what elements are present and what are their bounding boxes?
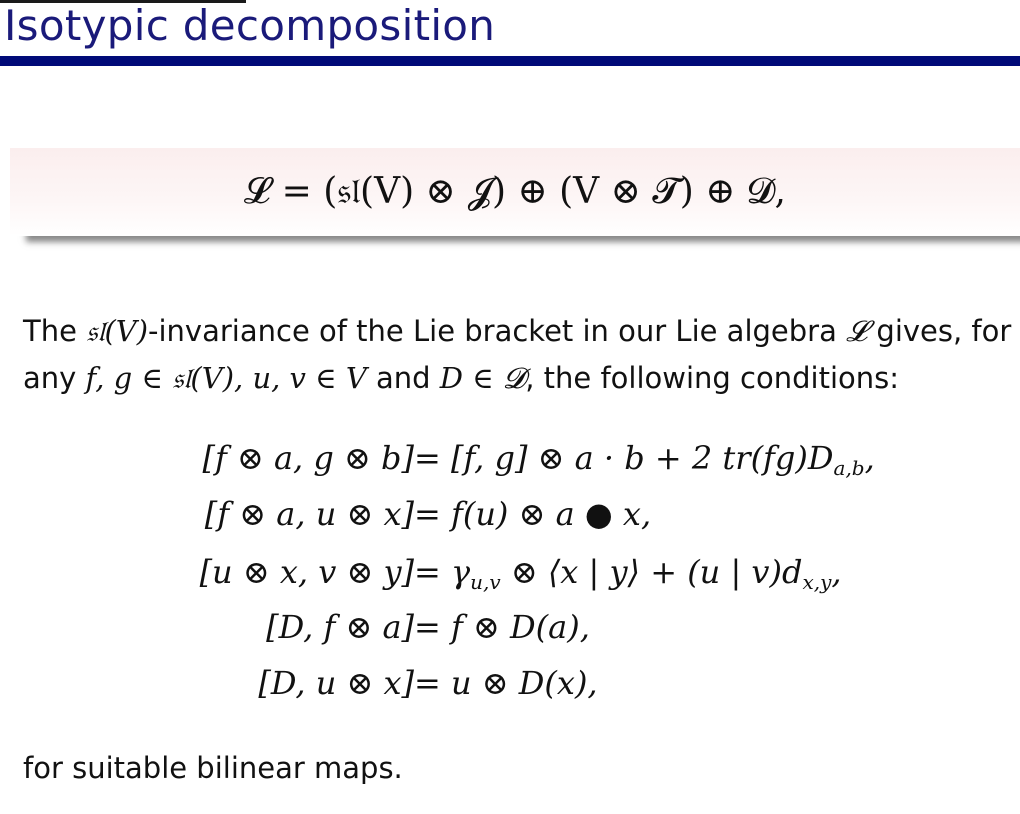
equation-4-lhs: [D, f ⊗ a] xyxy=(266,608,414,646)
equation-3-rhs xyxy=(414,552,842,592)
title-rule xyxy=(0,56,1020,66)
para-text-1: The xyxy=(23,314,87,348)
equation-4-rhs: = f ⊗ D(a), xyxy=(414,608,590,646)
para-math-3: f, g ∈ 𝔰𝔩(V), u, v ∈ V xyxy=(85,361,367,395)
equation-3-rhs-a: = γ xyxy=(414,553,471,591)
slide-title: Isotypic decomposition xyxy=(4,1,496,50)
equation-3-subscript-a: u,v xyxy=(470,570,501,594)
formula-box xyxy=(10,148,1020,236)
equation-1-tail: , xyxy=(864,439,875,477)
equation-1-rhs xyxy=(414,438,875,478)
equation-1-lhs: [f ⊗ a, g ⊗ b] xyxy=(202,439,414,477)
para-math-4: D ∈ 𝓓 xyxy=(439,361,526,395)
equation-3-tail: , xyxy=(831,553,842,591)
para-text-5: , the following conditions: xyxy=(525,361,900,395)
equation-1-rhs-main: = [f, g] ⊗ a · b + 2 tr(fg)D xyxy=(414,439,834,477)
main-formula: 𝓛 = (𝔰𝔩(V) ⊗ 𝓙) ⊕ (V ⊗ 𝓣) ⊕ 𝓓, xyxy=(244,171,786,212)
para-text-2: -invariance of the Lie bracket in our Lie algebra xyxy=(148,314,847,348)
equation-5-lhs: [D, u ⊗ x] xyxy=(258,664,414,702)
equation-3-lhs: [u ⊗ x, v ⊗ y] xyxy=(199,553,414,591)
equation-2-lhs: [f ⊗ a, u ⊗ x] xyxy=(204,495,414,533)
para-text-3: gives, for any xyxy=(23,314,1012,395)
equation-1-subscript: a,b xyxy=(833,456,865,480)
equation-5-rhs: = u ⊗ D(x), xyxy=(414,664,598,702)
para-math-1: 𝔰𝔩(V) xyxy=(86,314,149,348)
equation-2-rhs: = f(u) ⊗ a ● x, xyxy=(414,495,652,533)
para-text-4: and xyxy=(366,361,440,395)
equation-3-rhs-b: ⊗ ⟨x | y⟩ + (u | v)d xyxy=(500,553,803,591)
para-math-2: 𝓛 xyxy=(846,314,868,348)
body-paragraph xyxy=(23,308,1013,402)
closing-text: for suitable bilinear maps. xyxy=(23,751,403,785)
equation-3-subscript-b: x,y xyxy=(802,570,832,594)
